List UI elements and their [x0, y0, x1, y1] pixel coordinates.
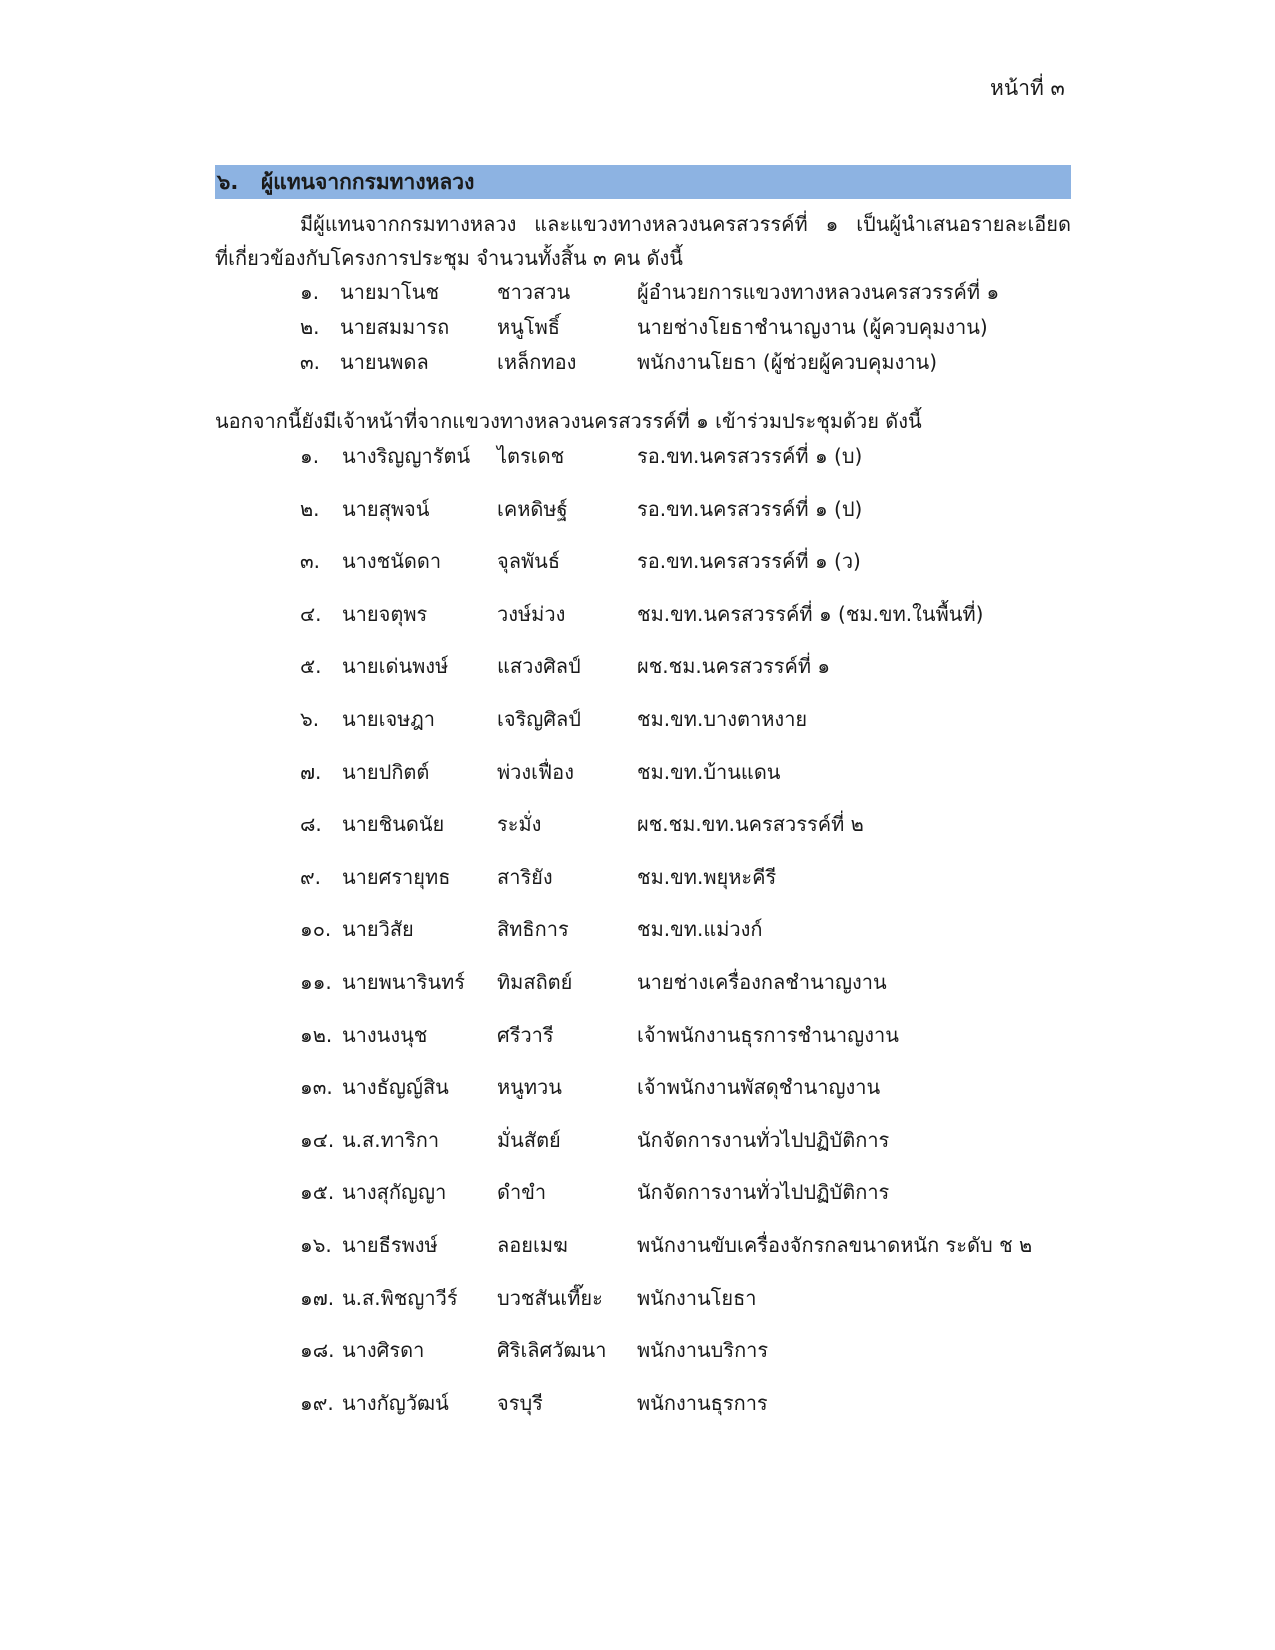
- first-name: น.ส.พิชญาวีร์: [342, 1285, 458, 1310]
- first-name: นางศิรดา: [342, 1338, 425, 1363]
- also-attending-text: นอกจากนี้ยังมีเจ้าหน้าที่จากแขวงทางหลวงนครสวรรค์ที่ ๑ เข้าร่วมประชุมด้วย ดังนี้: [215, 409, 922, 433]
- section-header: [215, 165, 1071, 199]
- last-name: เหล็กทอง: [497, 350, 577, 374]
- last-name: วงษ์ม่วง: [497, 601, 566, 626]
- last-name: ทิมสถิตย์: [497, 969, 573, 994]
- row-number: ๑๖.: [300, 1232, 332, 1257]
- last-name: สาริยัง: [497, 864, 553, 889]
- first-name: นางกัญวัฒน์: [342, 1390, 449, 1415]
- intro-line-1: มีผู้แทนจากกรมทางหลวง และแขวงทางหลวงนครสวรรค์ที่ ๑ เป็นผู้นำเสนอรายละเอียด: [300, 212, 1071, 236]
- row-number: ๑๕.: [300, 1180, 335, 1205]
- position: ชม.ขท.บ้านแดน: [637, 759, 781, 784]
- first-name: นายนพดล: [340, 350, 429, 374]
- position: ผช.ชม.ขท.นครสวรรค์ที่ ๒: [637, 812, 864, 837]
- last-name: ชาวสวน: [497, 280, 571, 304]
- position: นักจัดการงานทั่วไปปฏิบัติการ: [637, 1127, 890, 1152]
- row-number: ๓.: [300, 350, 321, 374]
- first-name: นางธัญญ์สิน: [342, 1075, 449, 1100]
- position: ผช.ชม.นครสวรรค์ที่ ๑: [637, 654, 831, 679]
- first-name: นายพนารินทร์: [342, 969, 466, 994]
- position: ชม.ขท.บางตาหงาย: [637, 706, 808, 731]
- last-name: จุลพันธ์: [497, 549, 561, 574]
- first-name: น.ส.ทาริกา: [342, 1127, 440, 1152]
- first-name: นายศรายุทธ: [342, 864, 451, 889]
- position: ชม.ขท.นครสวรรค์ที่ ๑ (ชม.ขท.ในพื้นที่): [637, 601, 984, 626]
- row-number: ๒.: [300, 496, 320, 521]
- first-name: นางริญญารัตน์: [342, 444, 471, 468]
- row-number: ๑๙.: [300, 1390, 334, 1415]
- row-number: ๑๐.: [300, 917, 332, 942]
- row-number: ๑๓.: [300, 1075, 333, 1100]
- last-name: จรบุรี: [497, 1390, 543, 1415]
- row-number: ๑๒.: [300, 1022, 333, 1047]
- last-name: สิทธิการ: [497, 917, 569, 942]
- row-number: ๗.: [300, 759, 322, 784]
- last-name: บวชสันเที๊ยะ: [497, 1285, 603, 1310]
- position: นายช่างโยธาชำนาญงาน (ผู้ควบคุมงาน): [637, 315, 988, 339]
- first-name: นายมาโนช: [340, 280, 440, 304]
- position: พนักงานธุรการ: [637, 1390, 768, 1415]
- position: ชม.ขท.พยุหะคีรี: [637, 864, 777, 889]
- row-number: ๑๑.: [300, 969, 332, 994]
- row-number: ๓.: [300, 549, 321, 574]
- position: รอ.ขท.นครสวรรค์ที่ ๑ (ป): [637, 496, 863, 521]
- last-name: ดำขำ: [497, 1180, 547, 1205]
- first-name: นายจตุพร: [342, 601, 428, 626]
- first-name: นายวิสัย: [342, 917, 414, 942]
- row-number: ๑๘.: [300, 1338, 335, 1363]
- position: พนักงานขับเครื่องจักรกลขนาดหนัก ระดับ ช ๒: [637, 1232, 1033, 1257]
- last-name: เจริญศิลป์: [497, 706, 581, 731]
- row-number: ๘.: [300, 812, 322, 837]
- position: นายช่างเครื่องกลชำนาญงาน: [637, 969, 887, 994]
- position: ผู้อำนวยการแขวงทางหลวงนครสวรรค์ที่ ๑: [637, 280, 1000, 304]
- row-number: ๖.: [300, 706, 320, 731]
- first-name: นายชินดนัย: [342, 812, 445, 837]
- last-name: หนูโพธิ์: [497, 315, 560, 339]
- position: เจ้าพนักงานธุรการชำนาญงาน: [637, 1022, 899, 1047]
- first-name: นายสุพจน์: [342, 496, 430, 521]
- position: ชม.ขท.แม่วงก์: [637, 917, 763, 942]
- last-name: แสวงศิลป์: [497, 654, 581, 679]
- row-number: ๑๗.: [300, 1285, 335, 1310]
- first-name: นางชนัดดา: [342, 549, 442, 574]
- position: รอ.ขท.นครสวรรค์ที่ ๑ (บ): [637, 444, 863, 468]
- row-number: ๕.: [300, 654, 322, 679]
- last-name: ศรีวารี: [497, 1022, 554, 1047]
- row-number: ๒.: [300, 315, 320, 339]
- last-name: ลอยเมฆ: [497, 1232, 568, 1257]
- section-number: ๖.: [217, 170, 239, 194]
- position: พนักงานบริการ: [637, 1338, 769, 1363]
- row-number: ๔.: [300, 601, 322, 626]
- first-name: นายธีรพงษ์: [342, 1232, 438, 1257]
- first-name: นายเจษฎา: [342, 706, 436, 731]
- position: นักจัดการงานทั่วไปปฏิบัติการ: [637, 1180, 890, 1205]
- intro-line-2: ที่เกี่ยวข้องกับโครงการประชุม จำนวนทั้งสิ้น ๓ คน ดังนี้: [215, 246, 683, 270]
- row-number: ๑.: [300, 280, 320, 304]
- section-title: ผู้แทนจากกรมทางหลวง: [261, 170, 475, 194]
- row-number: ๑๔.: [300, 1127, 335, 1152]
- last-name: เคหดิษฐ์: [497, 496, 568, 521]
- last-name: ระมั่ง: [497, 812, 542, 837]
- row-number: ๙.: [300, 864, 322, 889]
- last-name: พ่วงเฟื่อง: [497, 759, 574, 784]
- first-name: นางสุกัญญา: [342, 1180, 447, 1205]
- position: รอ.ขท.นครสวรรค์ที่ ๑ (ว): [637, 549, 861, 574]
- last-name: หนูทวน: [497, 1075, 562, 1100]
- last-name: มั่นสัตย์: [497, 1127, 561, 1152]
- page-number: หน้าที่ ๓: [990, 76, 1065, 100]
- first-name: นายเด่นพงษ์: [342, 654, 449, 679]
- position: เจ้าพนักงานพัสดุชำนาญงาน: [637, 1075, 881, 1100]
- row-number: ๑.: [300, 444, 320, 468]
- first-name: นายปกิตต์: [342, 759, 430, 784]
- position: พนักงานโยธา: [637, 1285, 757, 1310]
- first-name: นายสมมารถ: [340, 315, 450, 339]
- first-name: นางนงนุช: [342, 1022, 428, 1047]
- last-name: ศิริเลิศวัฒนา: [497, 1338, 607, 1363]
- last-name: ไตรเดช: [497, 444, 565, 468]
- position: พนักงานโยธา (ผู้ช่วยผู้ควบคุมงาน): [637, 350, 937, 374]
